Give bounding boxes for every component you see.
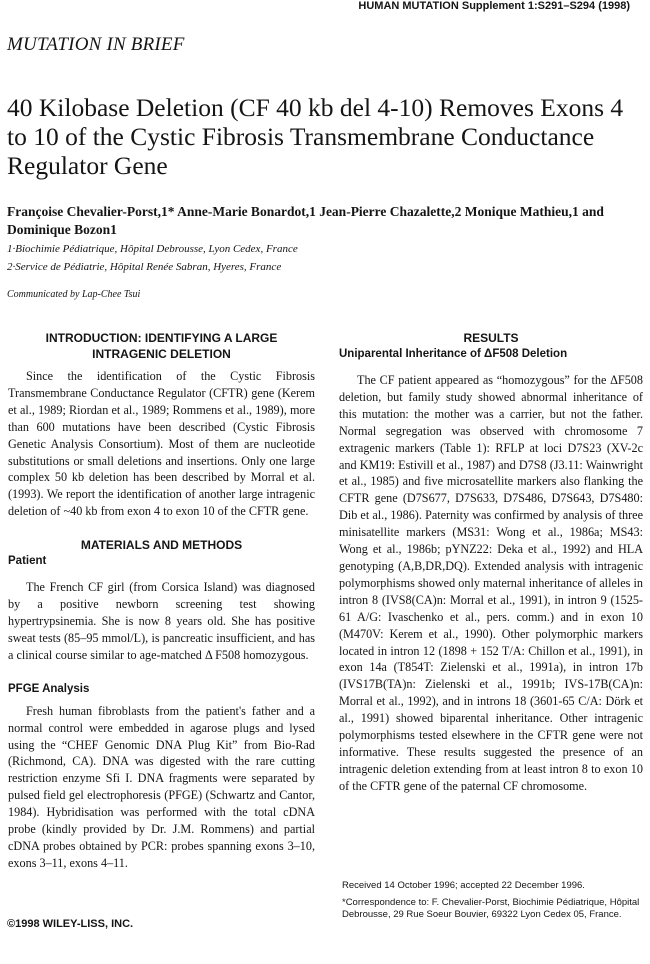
journal-reference: HUMAN MUTATION Supplement 1:S291–S294 (1998) [358,0,630,12]
author-list: Françoise Chevalier-Porst,1* Anne-Marie Bonardot,1 Jean-Pierre Chazalette,2 Monique Mathieu,1 and Dominique Bozon1 [7,204,604,237]
intro-heading: INTRODUCTION: IDENTIFYING A LARGE INTRAGENIC DELETION [45,331,278,361]
article-title: 40 Kilobase Deletion (CF 40 kb del 4-10) Removes Exons 4 to 10 of the Cystic Fibrosis Transmembrane Conductance Regulator Gene [7,93,624,180]
affiliations [7,240,298,276]
section-kicker: MUTATION IN BRIEF [7,34,185,55]
affiliation-1: 1·Biochimie Pédiatrique, Hôpital Debrousse, Lyon Cedex, France [7,243,298,255]
pfge-paragraph: Fresh human fibroblasts from the patient's father and a normal control were embedded in agarose plugs and lysed using the “CHEF Genomic DNA Plug Kit” from Bio-Rad (Richmond, CA). DNA was digested with the rare cutting restriction enzyme Sfi I. DNA fragments were separated by pulsed field gel electrophoresis (PFGE) (Schwartz and Cantor, 1984). Hybridisation was performed with the total cDNA probe (kindly provided by Dr. J.M. Rommens) and partial cDNA probes obtained by PCR: probes spanning exons 3–10, exons 3–11, exons 4–11. [8,703,315,870]
pfge-heading: PFGE Analysis [8,682,90,695]
uniparental-heading: Uniparental Inheritance of ΔF508 Deletion [339,348,568,360]
right-column [339,330,643,795]
results-heading: RESULTS [463,331,519,345]
communicated-by: Communicated by Lap-Chee Tsui [7,289,141,300]
footnotes [342,880,642,921]
intro-paragraph: Since the identification of the Cystic Fibrosis Transmembrane Conductance Regulator (CFTR) gene (Kerem et al., 1989; Riordan et al., 1989; Rommens et al., 1989), more than 600 mutations have been described (Cystic Fibrosis Genetic Analysis Consortium). Most of them are nucleotide substitutions or small deletions and insertions. Only one large complex 50 kb deletion has been described by Morral et al. (1993). We report the identification of another large intragenic deletion of ~40 kb from exon 4 to exon 10 of the CFTR gene. [8,369,315,519]
copyright-notice: ©1998 WILEY-LISS, INC. [7,918,134,930]
results-paragraph: The CF patient appeared as “homozygous” for the ΔF508 deletion, but family study showed abnormal inheritance of this mutation: the mother was a carrier, but not the father. Normal segregation was observed with chromosome 7 extragenic markers (Table 1): RFLP at loci D7S23 (XV-2c and KM19: Estivill et al., 1987) and D7S8 (J3.11: Wainwright et al., 1985) and five microsatellite markers also flanking the CFTR gene (D7S677, D7S633, D7S486, D7S643, D7S480: Dib et al., 1986). Paternity was confirmed by analysis of three minisatellite markers (MS31: Wong et al., 1986a; MS43: Wong et al., 1986b; pYNZ22: Deka et al., 1992) and HLA genotyping (A,B,DR,DQ). Extended analysis with intragenic polymorphisms showed only maternal inheritance of alleles in intron 8 (IVS8(CA)n: Morral et al., 1991), in intron 9 (1525-61 A/G: Ivaschenko et al., pers. comm.) and in exon 10 (M470V: Kerem et al., 1990). Other polymorphic markers located in intron 12 (1898 + 152 T/A: Chillon et al., 1991), in exon 14a (T854T: Zielenski et al., 1991a), in intron 17b (IVS17B(TA)n: Zielenski et al., 1991b; IVS-17B(CA)n: Morral et al., 1992), and in introns 18 (3601-65 C/A: Dörk et al., 1991) showed biparental inheritance. Other intragenic polymorphisms tested elsewhere in the CFTR gene were not informative. These results suggested the presence of an intragenic deletion extending from at least intron 8 to exon 10 of the CFTR gene of the paternal CF chromosome. [339,373,643,793]
received-note: Received 14 October 1996; accepted 22 December 1996. [342,880,585,891]
patient-heading: Patient [8,555,47,568]
methods-heading: MATERIALS AND METHODS [80,538,243,553]
affiliation-2: 2·Service de Pédiatrie, Hôpital Renée Sabran, Hyeres, France [7,261,282,273]
correspondence-note: *Correspondence to: F. Chevalier-Porst, Biochimie Pédiatrique, Hôpital Debrousse, 29 Rue Soeur Bouvier, 69322 Lyon Cedex 05, France. [342,897,640,920]
patient-paragraph: The French CF girl (from Corsica Island) was diagnosed by a positive newborn screening test showing hypertrypsinemia. She is now 8 years old. She has positive sweat tests (85–95 mmol/L), is pancreatic insufficient, and has a clinical course similar to age-matched Δ F508 homozygous. [8,580,315,662]
left-column [8,330,315,872]
